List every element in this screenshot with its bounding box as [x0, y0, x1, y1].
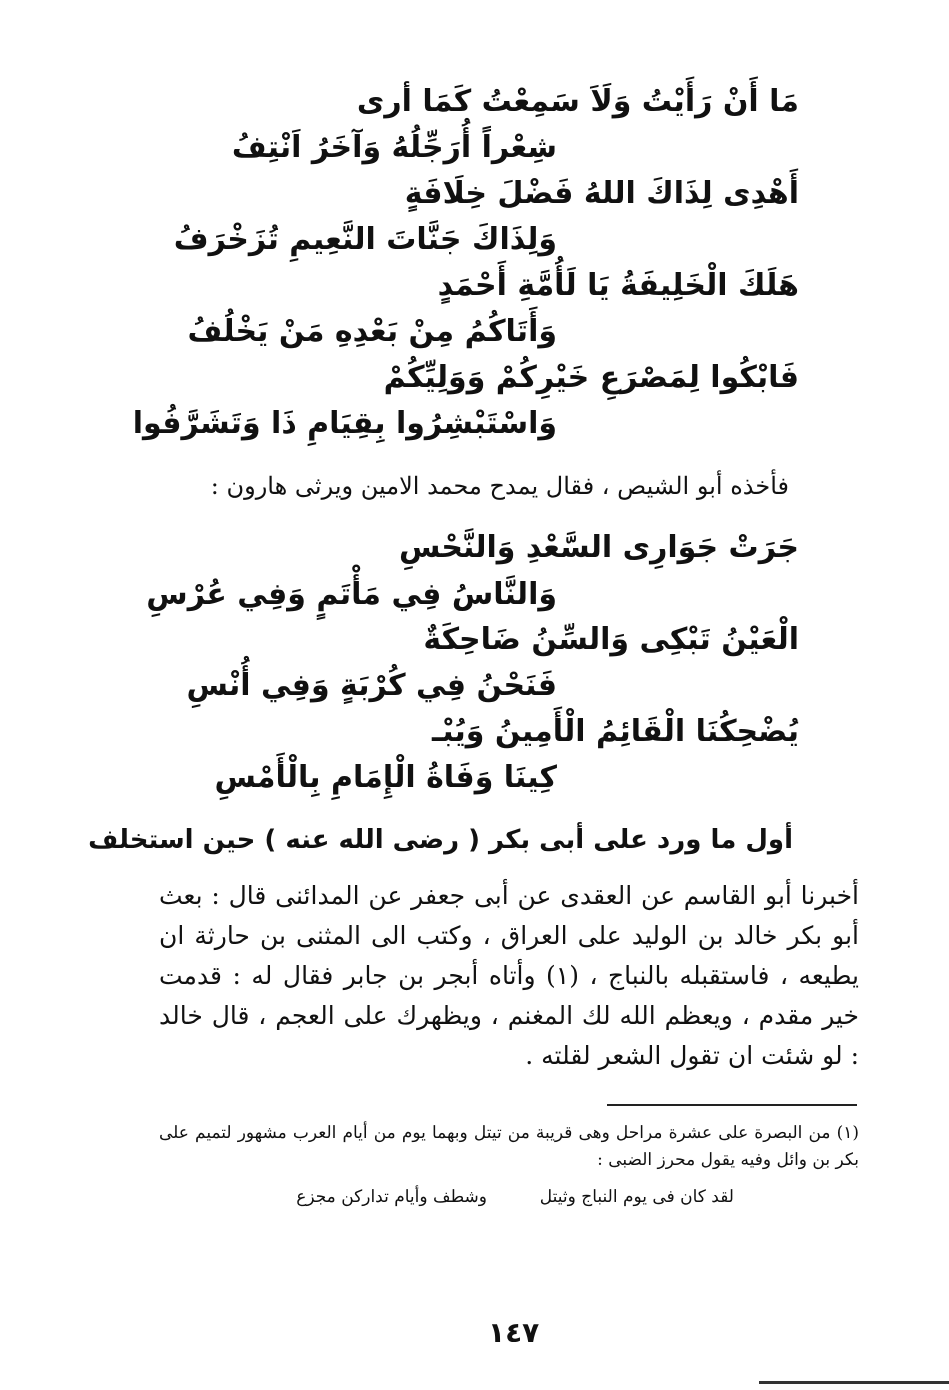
poem2-line: فَنَحْنُ فِي كُرْبَةٍ وَفِي أُنْسِ	[186, 668, 557, 703]
poem1-line: وَاسْتَبْشِرُوا بِقِيَامِ ذَا وَتَشَرَّفُوا	[132, 406, 557, 441]
intro-line: فأخذه أبو الشيص ، فقال يمدح محمد الامين ويرثى هارون :	[210, 472, 789, 500]
section-heading: أول ما ورد على أبى بكر ( رضى الله عنه ) حين استخلف	[88, 825, 793, 855]
poem1-line: وَأَتَاكُمُ مِنْ بَعْدِهِ مَنْ يَخْلُفُ	[187, 314, 557, 349]
footnote-verse-left: وشطف وأيام تداركن مجزع	[296, 1187, 487, 1207]
poem1-line: أَهْدِى لِذَاكَ اللهُ فَضْلَ خِلَافَةٍ	[404, 176, 799, 211]
poem2-line: وَالنَّاسُ فِي مَأْتَمٍ وَفِي عُرْسِ	[146, 577, 557, 612]
scan-edge-line	[759, 1381, 949, 1384]
poem2-line: يُضْحِكُنَا الْقَائِمُ الْأَمِينُ وَيُبْـ	[432, 714, 799, 749]
poem2-line: الْعَيْنُ تَبْكِى وَالسِّنُ ضَاحِكَةٌ	[423, 622, 799, 657]
body-paragraph: أخبرنا أبو القاسم عن العقدى عن أبى جعفر عن المدائنى قال : بعث أبو بكر خالد بن الوليد على العراق ، وكتب الى المثنى بن حارثة ان يطيعه ، فاستقبله بالنباج ، (١) وأتاه أبجر بن جابر فقال له : قدمت خير مقدم ، ويعظم الله لك المغنم ، ويظهرك على العجم ، قال خالد : لو شئت ان تقول الشعر لقلته .	[159, 881, 859, 1070]
footnote-text: (١) من البصرة على عشرة مراحل وهى قريبة من تيتل وبهما يوم من أيام العرب مشهور لتميم على بكر بن وائل وفيه يقول محرز الضبى :	[159, 1123, 859, 1170]
poem1-line: شِعْراً أُرَجِّلُهُ وَآخَرُ اَنْتِفُ	[231, 130, 557, 165]
footnote-rule	[607, 1104, 857, 1106]
page-number: ١٤٧	[488, 1316, 540, 1349]
poem1-line: وَلِذَاكَ جَنَّاتَ النَّعِيمِ تُزَخْرَفُ	[173, 222, 557, 257]
footnote-verse-right: لقد كان فى يوم النباج وثيتل	[539, 1187, 734, 1207]
poem2-line: كِينَا وَفَاةُ الْإِمَامِ بِالْأَمْسِ	[214, 760, 557, 795]
poem2-line: جَرَتْ جَوَارِى السَّعْدِ وَالنَّحْسِ	[398, 530, 799, 565]
poem1-line: مَا أَنْ رَأَيْتُ وَلَاَ سَمِعْتُ كَمَا أرى	[356, 84, 799, 119]
poem1-line: فَابْكُوا لِمَصْرَعِ خَيْرِكُمْ وَوَلِيِّكُمْ	[383, 360, 799, 395]
poem1-line: هَلَكَ الْخَلِيفَةُ يَا لَأُمَّةِ أَحْمَدٍ	[437, 268, 799, 303]
